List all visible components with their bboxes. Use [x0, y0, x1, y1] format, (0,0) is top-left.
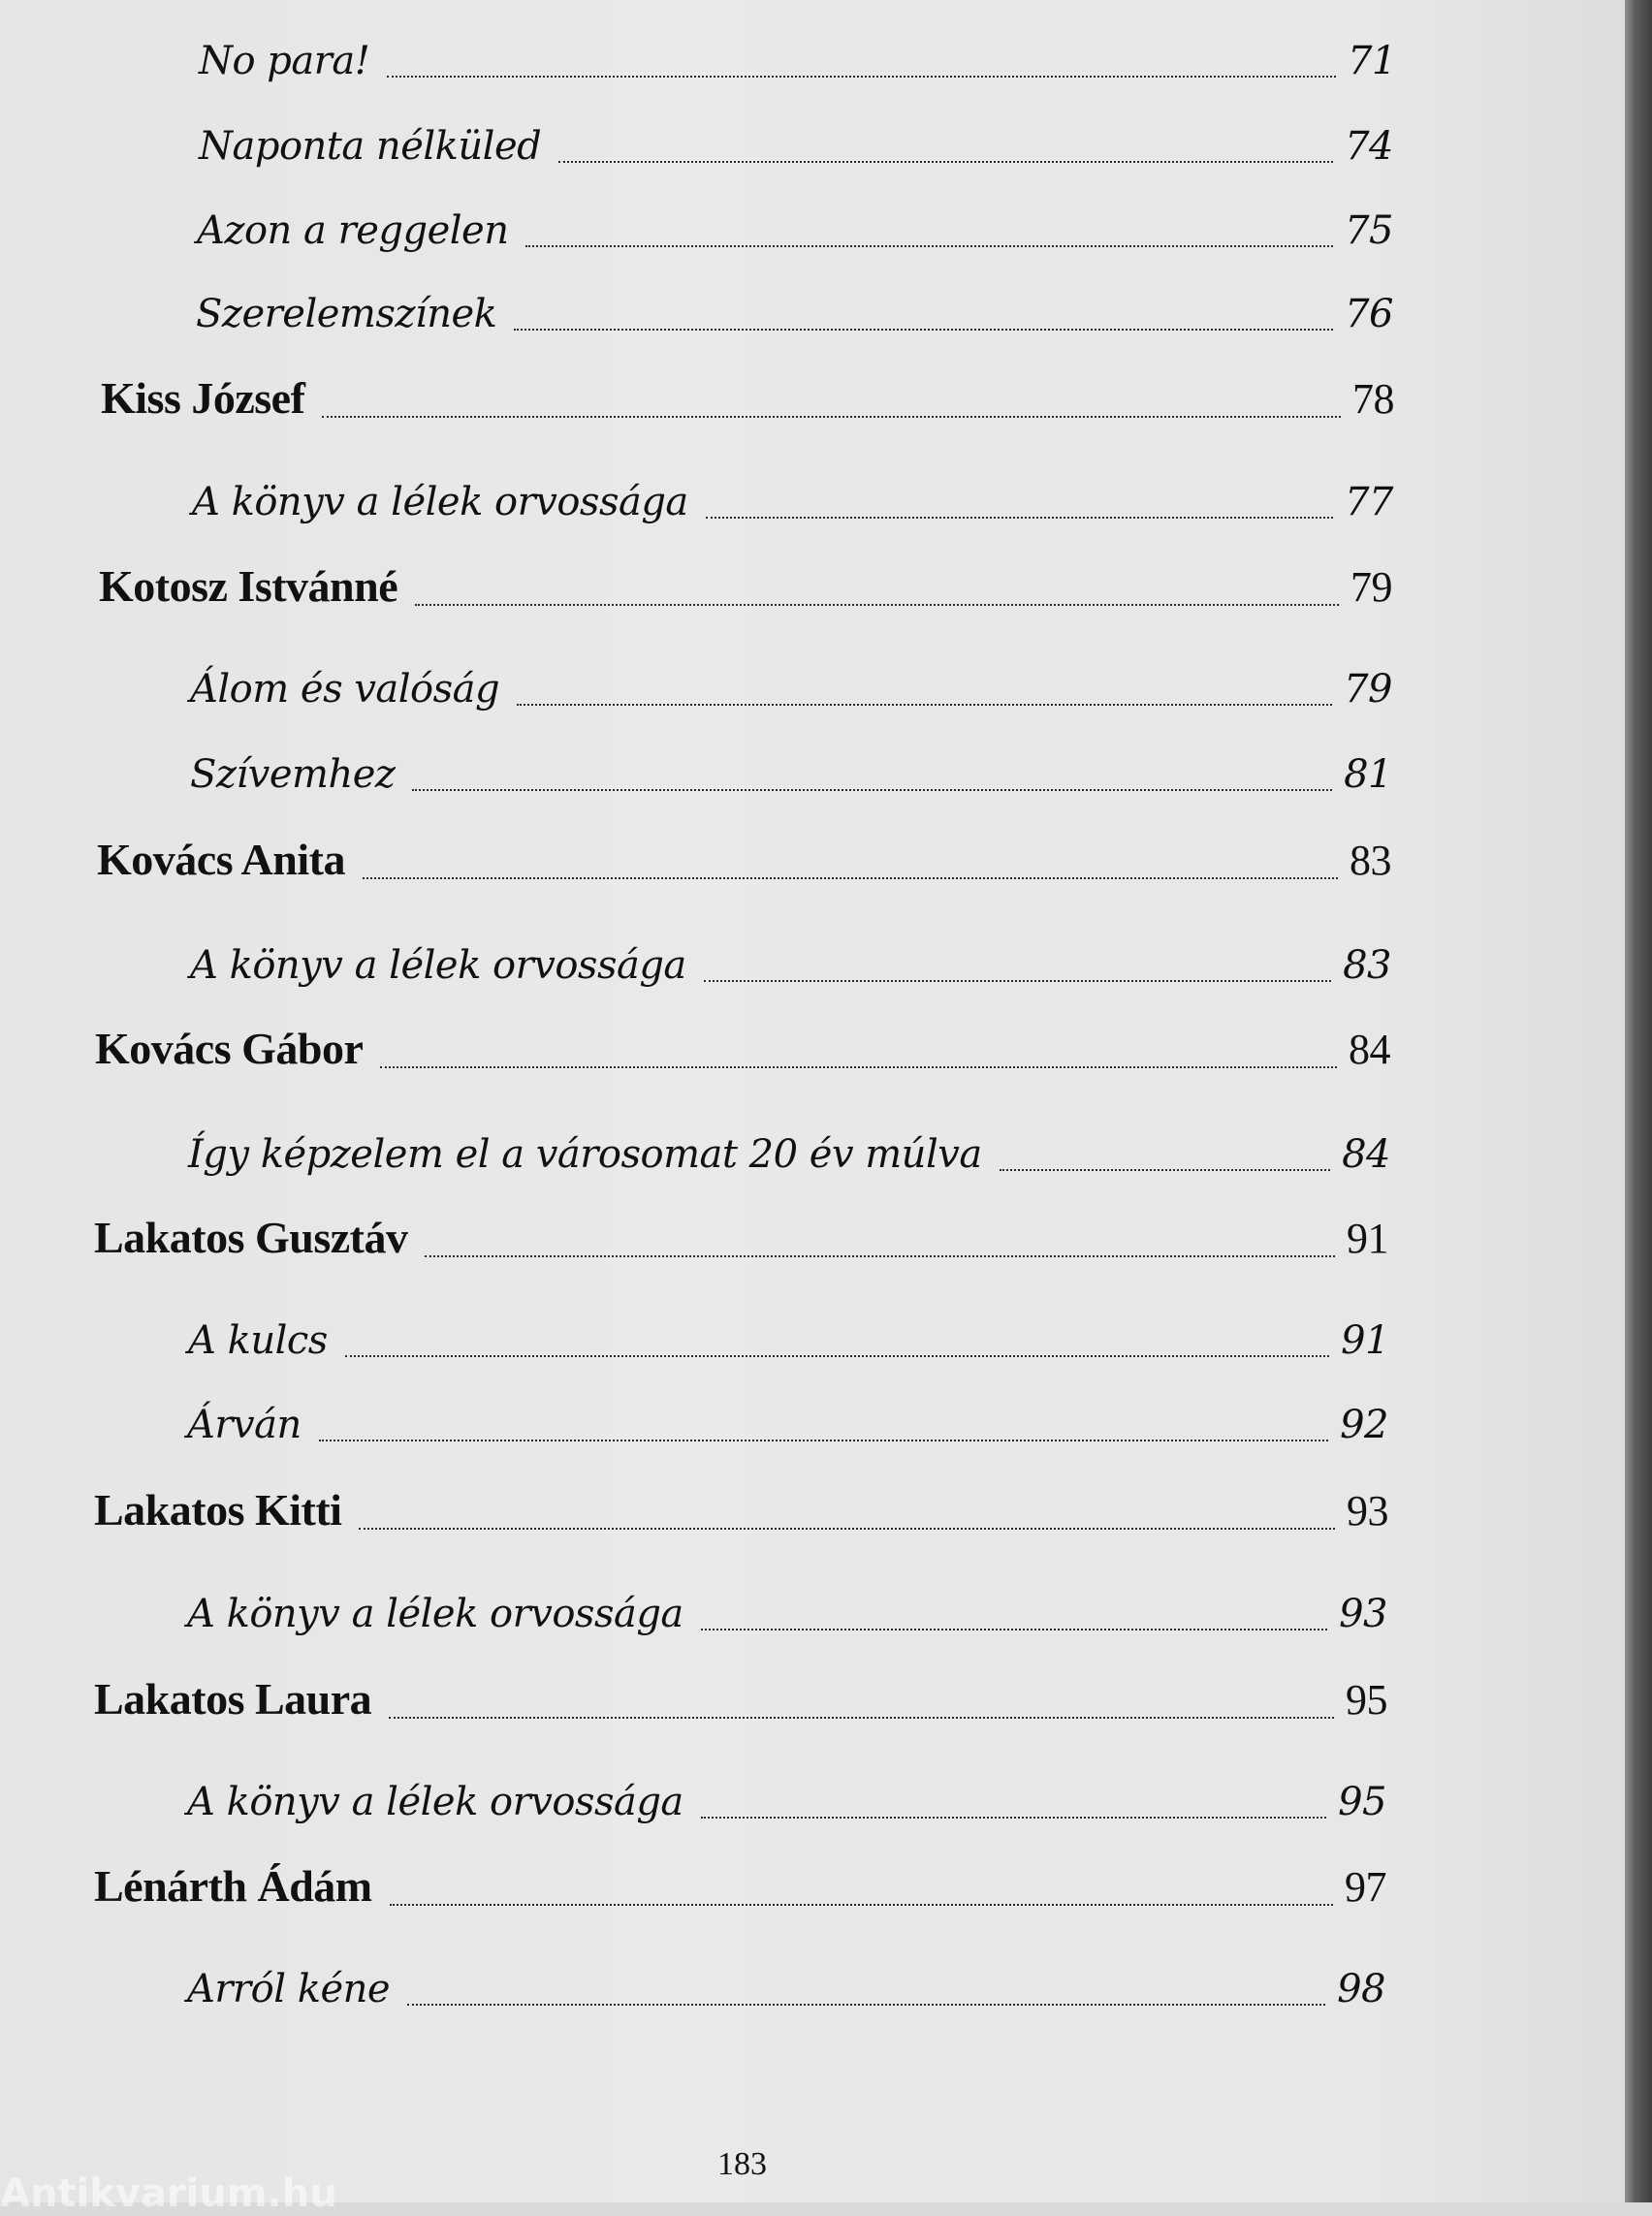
toc-entry-page: 91	[1341, 1318, 1389, 1363]
toc-entry-title: Szívemhez	[190, 752, 396, 797]
toc-entry-title: Kiss József	[101, 373, 305, 423]
dot-leader	[380, 1065, 1337, 1068]
dot-leader	[558, 160, 1333, 163]
toc-entry-poem	[190, 752, 1392, 797]
toc-entry-page: 71	[1348, 39, 1396, 83]
dot-leader	[387, 75, 1336, 78]
toc-entry-page: 83	[1350, 837, 1391, 884]
toc-entry-page: 98	[1337, 1967, 1385, 2011]
dot-leader	[389, 1716, 1334, 1719]
toc-entry-page: 95	[1338, 1780, 1386, 1824]
dot-leader	[319, 1439, 1328, 1441]
toc-entry-page: 77	[1345, 480, 1393, 524]
toc-entry-page: 75	[1345, 208, 1393, 253]
dot-leader	[345, 1354, 1329, 1357]
toc-entry-title: A könyv a lélek orvossága	[190, 943, 686, 988]
toc-entry-title: A könyv a lélek orvossága	[187, 1592, 683, 1636]
toc-entry-title: Lakatos Kitti	[94, 1485, 342, 1535]
toc-entry-poem	[187, 1967, 1385, 2011]
toc-entry-author	[95, 1023, 1390, 1074]
toc-entry-title: Lakatos Laura	[94, 1674, 372, 1724]
toc-entry-author	[94, 1212, 1388, 1263]
toc-entry-page: 93	[1347, 1487, 1388, 1535]
dot-leader	[390, 1903, 1333, 1906]
toc-entry-author	[94, 1484, 1388, 1535]
toc-entry-author	[97, 834, 1391, 885]
toc-entry-title: A könyv a lélek orvossága	[192, 480, 688, 524]
toc-entry-page: 78	[1352, 375, 1394, 423]
toc-entry-title: Árván	[187, 1403, 302, 1447]
toc-entry-poem	[188, 1132, 1390, 1177]
toc-entry-poem	[190, 943, 1391, 988]
watermark-logo: Antikvarium.hu	[0, 2171, 337, 2216]
dot-leader	[517, 703, 1332, 706]
toc-entry-author	[94, 1673, 1387, 1725]
toc-entry-title: Arról kéne	[187, 1967, 391, 2011]
dot-leader	[704, 979, 1331, 982]
dot-leader	[359, 1527, 1335, 1530]
dot-leader	[706, 516, 1333, 519]
toc-entry-page: 83	[1343, 943, 1391, 988]
toc-entry-poem	[197, 208, 1393, 253]
toc-entry-page: 93	[1339, 1592, 1387, 1636]
toc-entry-title: Szerelemszínek	[196, 292, 497, 336]
toc-entry-poem	[192, 480, 1393, 524]
toc-entry-poem	[190, 667, 1392, 712]
toc-entry-title: No para!	[199, 39, 370, 83]
toc-entry-poem	[187, 1592, 1387, 1636]
dot-leader	[701, 1816, 1326, 1819]
toc-entry-poem	[199, 39, 1396, 83]
dot-leader	[1000, 1168, 1330, 1171]
toc-entry-title: Kovács Gábor	[95, 1024, 364, 1073]
toc-entry-title: Kovács Anita	[97, 835, 345, 884]
toc-entry-poem	[187, 1403, 1388, 1447]
toc-entry-page: 79	[1350, 563, 1392, 611]
toc-entry-author	[99, 560, 1392, 612]
dot-leader	[525, 244, 1333, 247]
toc-entry-page: 79	[1344, 667, 1392, 712]
dot-leader	[415, 603, 1339, 606]
toc-entry-author	[94, 1860, 1386, 1912]
dot-leader	[412, 788, 1332, 791]
toc-entry-page: 95	[1346, 1676, 1387, 1724]
toc-entry-title: Lakatos Gusztáv	[94, 1213, 408, 1262]
toc-entry-page: 97	[1345, 1863, 1386, 1911]
toc-entry-title: Azon a reggelen	[197, 208, 509, 253]
dot-leader	[514, 328, 1333, 331]
dot-leader	[322, 415, 1341, 418]
toc-entry-title: Kotosz Istvánné	[99, 561, 398, 611]
toc-entry-title: A könyv a lélek orvossága	[187, 1780, 683, 1824]
toc-entry-title: A kulcs	[188, 1318, 328, 1363]
toc-entry-title: Álom és valóság	[190, 667, 500, 712]
toc-entry-page: 81	[1344, 752, 1392, 797]
toc-entry-page: 91	[1347, 1215, 1388, 1262]
dot-leader	[363, 876, 1338, 879]
toc-entry-title: Lénárth Ádám	[94, 1861, 372, 1911]
toc-entry-poem	[199, 124, 1393, 169]
page-number: 183	[717, 2146, 767, 2182]
toc-entry-page: 92	[1340, 1403, 1388, 1447]
toc-entry-page: 76	[1345, 292, 1393, 336]
toc-entry-title: Így képzelem el a városomat 20 év múlva	[188, 1132, 982, 1177]
toc-entry-author	[101, 372, 1394, 424]
toc-entry-poem	[187, 1780, 1386, 1824]
dot-leader	[425, 1254, 1335, 1257]
dot-leader	[407, 2003, 1325, 2006]
toc-entry-poem	[196, 292, 1393, 336]
dot-leader	[701, 1628, 1327, 1630]
toc-entry-title: Naponta nélküled	[199, 124, 542, 169]
toc-entry-poem	[188, 1318, 1389, 1363]
toc-entry-page: 74	[1345, 124, 1393, 169]
toc-entry-page: 84	[1349, 1026, 1390, 1073]
toc-entry-page: 84	[1342, 1132, 1390, 1177]
